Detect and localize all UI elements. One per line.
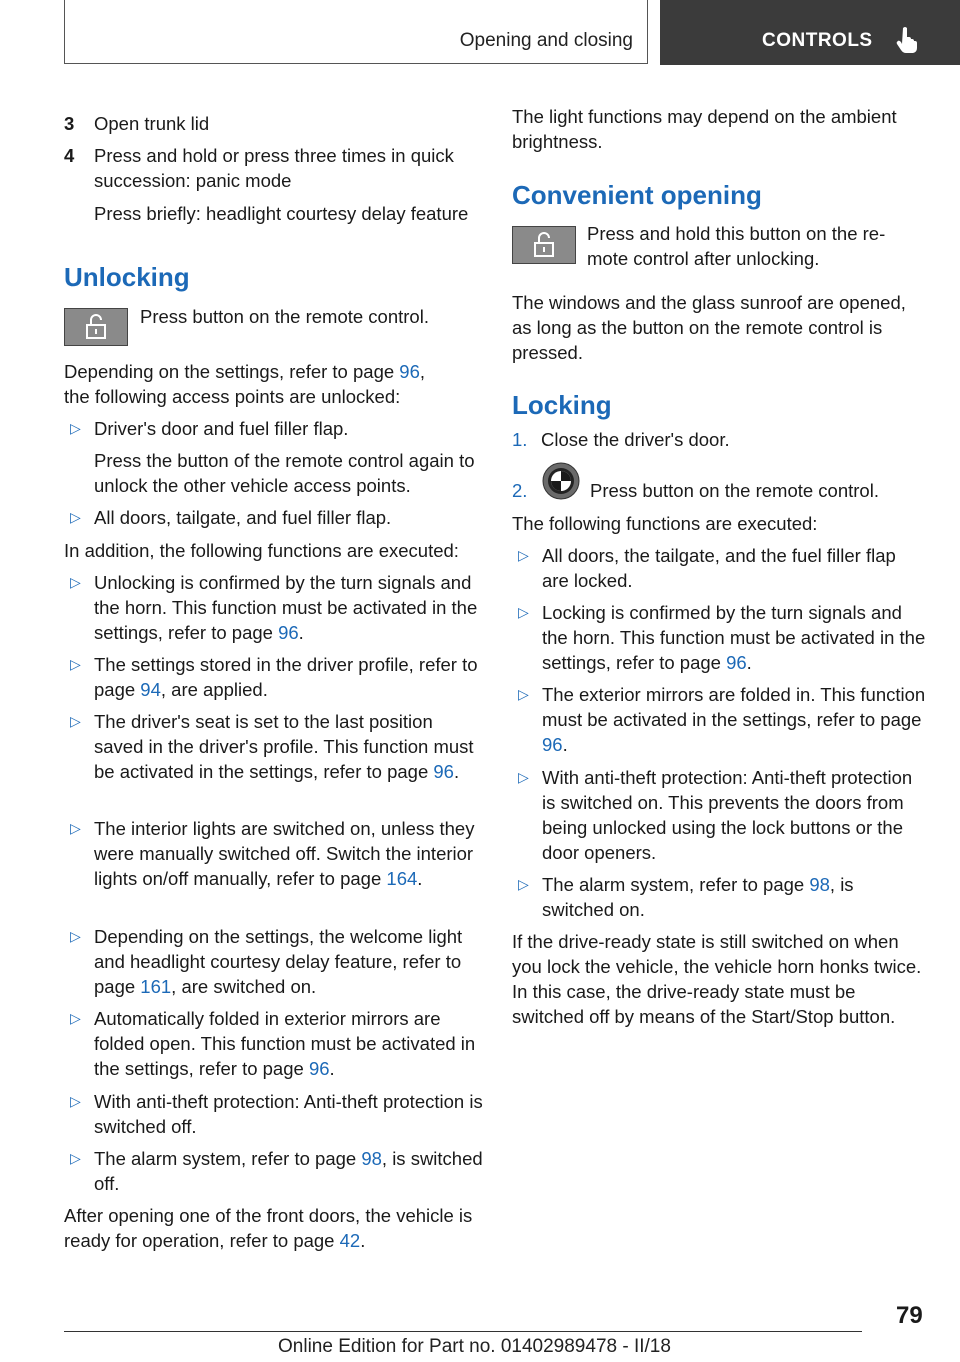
step-text: Press button on the remote control. <box>590 480 879 501</box>
pointing-hand-icon <box>896 26 920 54</box>
bullet-triangle-icon: ▷ <box>518 769 529 785</box>
paragraph: The following functions are executed: <box>512 513 818 534</box>
page-link[interactable]: 94 <box>140 679 161 700</box>
bullet-triangle-icon: ▷ <box>70 574 81 590</box>
unlocking-button-text: Press button on the remote control. <box>140 306 429 327</box>
paragraph: The windows and the glass sunroof are opened, as long as the button on the remote control is pressed. <box>512 292 906 363</box>
step-number: 1. <box>512 429 528 450</box>
bullet-triangle-icon: ▷ <box>70 509 81 525</box>
unlock-key-button-image <box>512 226 576 264</box>
step-text: Close the driver's door. <box>541 429 730 450</box>
convenient-opening-heading: Convenient opening <box>512 180 762 210</box>
page-link[interactable]: 96 <box>542 734 563 755</box>
page-link[interactable]: 98 <box>809 874 830 895</box>
unlocking-heading: Unlocking <box>64 262 190 292</box>
footer-edition: Online Edition for Part no. 01402989478 - II/18 <box>278 1336 671 1357</box>
page-link[interactable]: 96 <box>726 652 747 673</box>
bullet-triangle-icon: ▷ <box>518 876 529 892</box>
item-number: 4 <box>64 145 75 166</box>
page-link[interactable]: 98 <box>361 1148 382 1169</box>
paragraph: In addition, the following functions are executed: <box>64 540 459 561</box>
bmw-logo-icon <box>542 462 580 500</box>
paragraph: Depending on the settings, refer to page 96, the following access points are unlocked: <box>64 361 426 407</box>
bullet-triangle-icon: ▷ <box>518 547 529 563</box>
item-subtext: Press briefly: headlight courtesy delay feature <box>94 203 469 224</box>
unlock-padlock-icon <box>83 314 111 340</box>
unlock-padlock-icon <box>531 232 559 258</box>
page-number: 79 <box>896 1302 923 1329</box>
paragraph: If the drive-ready state is still switched on when you lock the vehicle, the vehicle horn honks twice. In this case, the drive-ready state must be switched off by means of the Start/Stop button. <box>512 931 922 1027</box>
section-title: Opening and closing <box>459 30 633 51</box>
bullet-triangle-icon: ▷ <box>70 928 81 944</box>
bullet-triangle-icon: ▷ <box>70 1150 81 1166</box>
bullet-triangle-icon: ▷ <box>518 604 529 620</box>
bullet-triangle-icon: ▷ <box>70 656 81 672</box>
page-link[interactable]: 96 <box>278 622 299 643</box>
chapter-title: CONTROLS <box>762 30 873 51</box>
page-link[interactable]: 161 <box>140 976 172 997</box>
unlock-key-button-image <box>64 308 128 346</box>
item-text: Open trunk lid <box>94 113 210 134</box>
bullet-triangle-icon: ▷ <box>70 1093 81 1109</box>
header-chapter-tab <box>660 0 960 65</box>
bullet-triangle-icon: ▷ <box>70 1010 81 1026</box>
step-number: 2. <box>512 480 528 501</box>
bullet-triangle-icon: ▷ <box>70 713 81 729</box>
paragraph: The light functions may depend on the ambient brightness. <box>512 106 897 152</box>
bullet-triangle-icon: ▷ <box>70 820 81 836</box>
item-number: 3 <box>64 113 75 134</box>
convenient-button-text: Press and hold this button on the remote control after unlocking. <box>587 223 886 269</box>
page-link[interactable]: 96 <box>433 761 454 782</box>
page-link[interactable]: 42 <box>339 1230 361 1251</box>
bullet-triangle-icon: ▷ <box>518 686 529 702</box>
page-link[interactable]: 96 <box>308 1058 330 1079</box>
footer-divider <box>64 1331 862 1332</box>
page-link[interactable]: 164 <box>386 868 418 889</box>
item-text: Press and hold or press three times in quick succession: panic mode <box>94 145 454 191</box>
page-link[interactable]: 96 <box>399 361 420 382</box>
header-section-tab <box>64 0 648 64</box>
locking-heading: Locking <box>512 390 612 420</box>
paragraph: After opening one of the front doors, the vehicle is ready for operation, refer to page 42. <box>64 1205 473 1251</box>
bullet-triangle-icon: ▷ <box>70 420 81 436</box>
